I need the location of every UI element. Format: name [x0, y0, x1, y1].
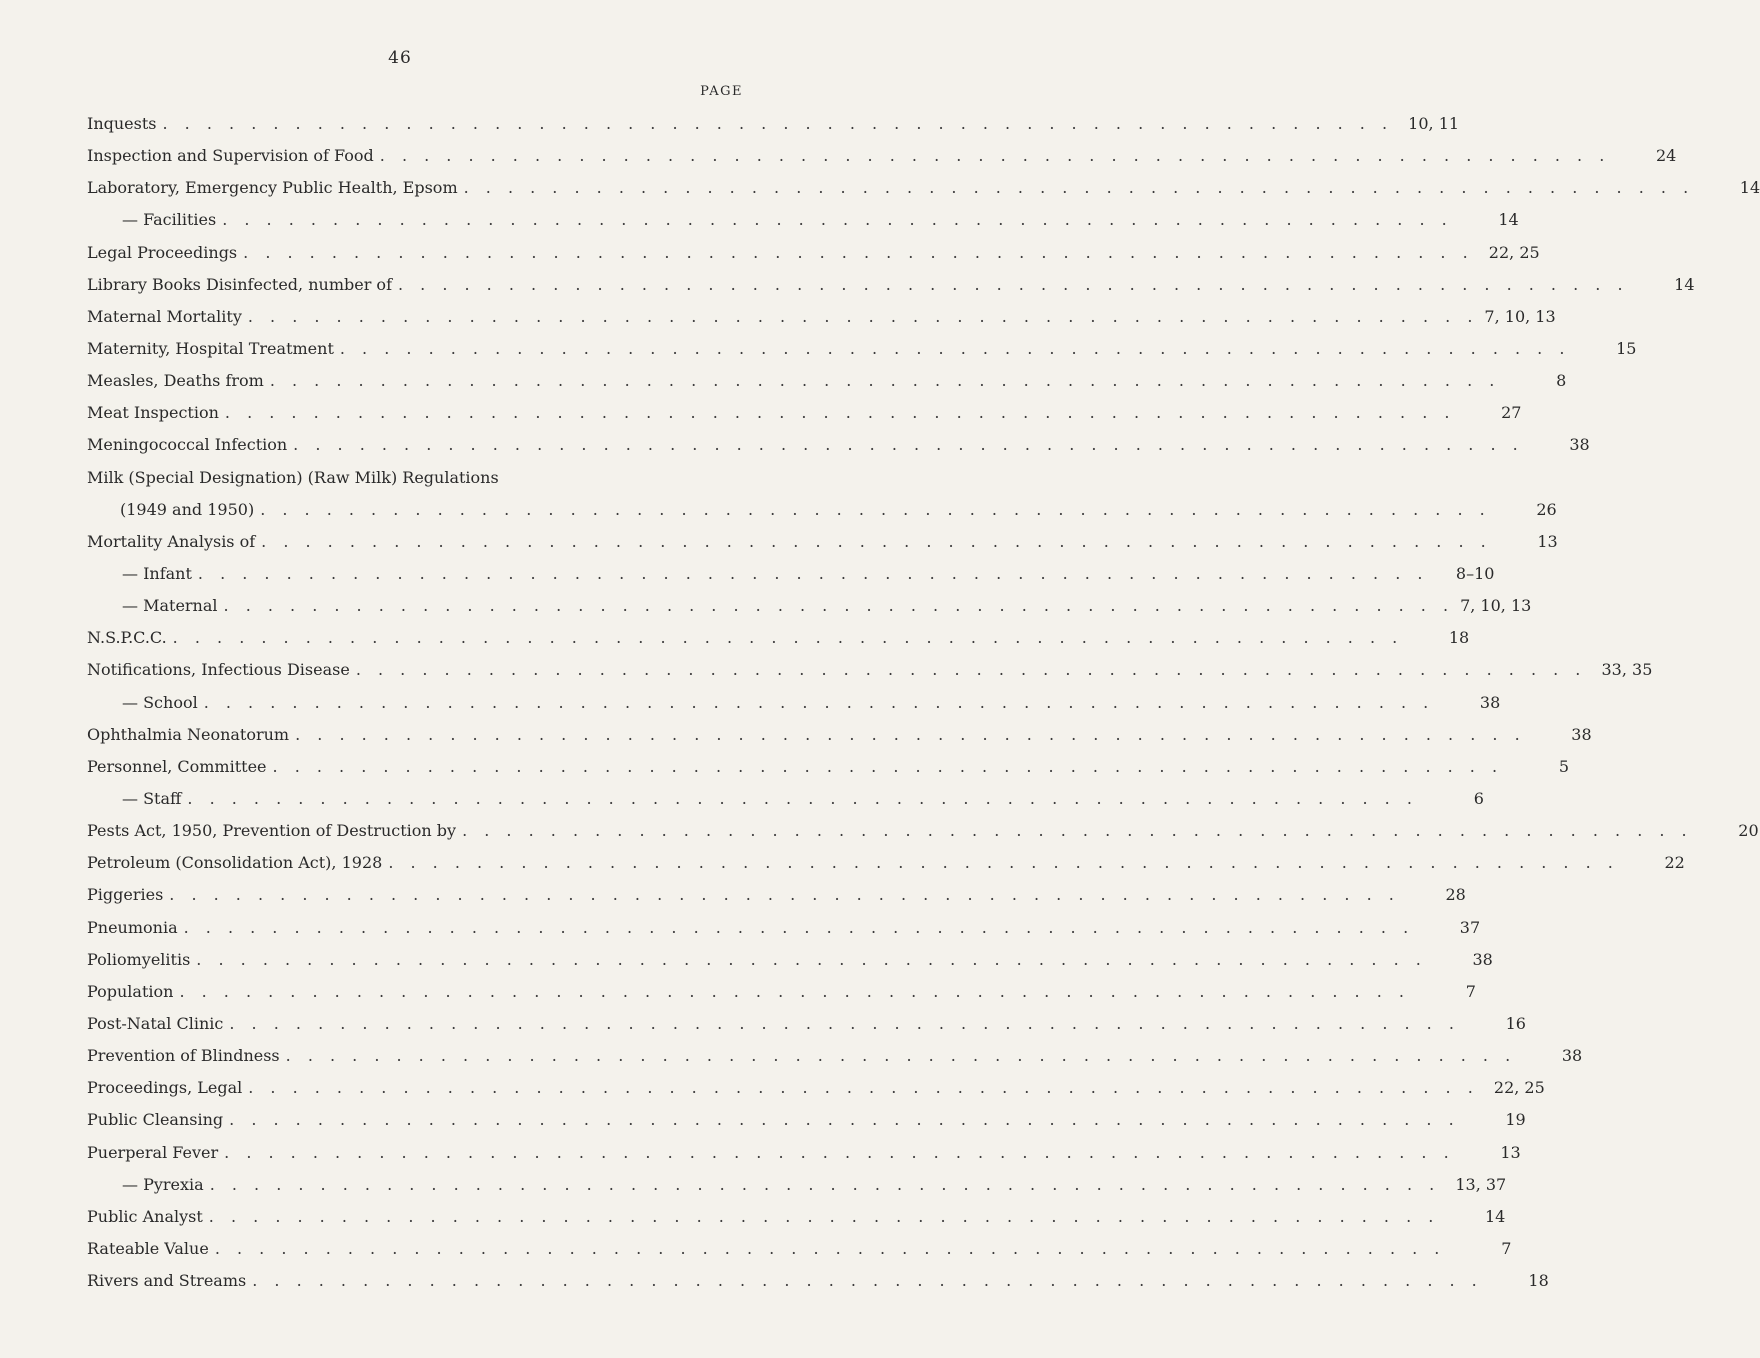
index-entry-pages: 7, 10, 13	[1460, 596, 1532, 616]
index-entry-pages: 8	[1556, 371, 1567, 391]
dot-leader: . . . . . . . . . . . . . . . . . . . . . . . . . . . . . . . . . . . . . . . . . . . . . . . . . . . . . . . .	[222, 210, 1453, 230]
index-entry	[87, 692, 1501, 725]
index-entry-pages: 7	[1465, 981, 1476, 1001]
index-entry	[87, 499, 1557, 532]
index-entry	[87, 531, 1558, 564]
index-entry-list	[87, 114, 1760, 1303]
index-entry-label: Poliomyelitis	[87, 949, 191, 969]
dot-leader: . . . . . . . . . . . . . . . . . . . . . . . . . . . . . . . . . . . . . . . . . . . . . . . . . . . . . . . .	[229, 1110, 1460, 1130]
dot-leader: . . . . . . . . . . . . . . . . . . . . . . . . . . . . . . . . . . . . . . . . . . . . . . . . . . . . . . . .	[247, 306, 1479, 326]
index-entry	[87, 210, 1519, 242]
index-entry-label: Personnel, Committee	[87, 756, 267, 776]
dot-leader: . . . . . . . . . . . . . . . . . . . . . . . . . . . . . . . . . . . . . . . . . . . . . . . . . . . . . . . .	[169, 885, 1400, 905]
index-entry-label: N.S.P.C.C.	[87, 628, 167, 648]
index-entry-label: Legal Proceedings	[87, 242, 238, 262]
index-entry	[87, 628, 1470, 660]
index-entry	[87, 596, 1532, 628]
dot-leader: . . . . . . . . . . . . . . . . . . . . . . . . . . . . . . . . . . . . . . . . . . . . . . . . . . . . . . . .	[339, 338, 1571, 358]
index-entry-label: Ophthalmia Neonatorum	[87, 724, 290, 744]
index-entry	[87, 338, 1637, 371]
index-entry-label: Population	[87, 981, 174, 1001]
index-entry-pages: 7	[1501, 1238, 1512, 1258]
dot-leader: . . . . . . . . . . . . . . . . . . . . . . . . . . . . . . . . . . . . . . . . . . . . . . . . . . . . . . . .	[209, 1174, 1441, 1194]
index-entry	[87, 981, 1476, 1014]
index-entry-pages: 38	[1472, 949, 1493, 969]
index-entry	[87, 949, 1493, 982]
dot-leader: . . . . . . . . . . . . . . . . . . . . . . . . . . . . . . . . . . . . . . . . . . . . . . . . . . . . . . . .	[388, 853, 1619, 873]
index-entry-pages: 38	[1571, 724, 1592, 744]
dot-leader: . . . . . . . . . . . . . . . . . . . . . . . . . . . . . . . . . . . . . . . . . . . . . . . . . . . . . . . .	[214, 1238, 1446, 1258]
index-entry	[87, 853, 1685, 885]
index-entry	[87, 1078, 1545, 1110]
dot-leader: . . . . . . . . . . . . . . . . . . . . . . . . . . . . . . . . . . . . . . . . . . . . . . . . . . . . . . . .	[463, 178, 1695, 198]
index-entry-pages: 28	[1445, 885, 1466, 905]
index-entry-pages: 18	[1528, 1271, 1549, 1291]
index-entry	[87, 114, 1460, 146]
index-entry-pages: 8–10	[1455, 563, 1495, 583]
index-entry-pages: 37	[1459, 917, 1481, 937]
index-entry-label: Maternity, Hospital Treatment	[87, 338, 334, 358]
index-entry-label: — Maternal	[122, 596, 218, 616]
index-entry-pages: 10, 11	[1408, 114, 1460, 133]
index-entry	[87, 371, 1567, 403]
index-entry-pages: 13	[1500, 1142, 1521, 1162]
index-entry	[87, 724, 1592, 757]
index-entry-pages: 22	[1664, 853, 1685, 873]
dot-leader: . . . . . . . . . . . . . . . . . . . . . . . . . . . . . . . . . . . . . . . . . . . . . . . . . . . . . . . .	[187, 788, 1418, 808]
index-entry-label: Public Analyst	[87, 1206, 203, 1226]
dot-leader: . . . . . . . . . . . . . . . . . . . . . . . . . . . . . . . . . . . . . . . . . . . . . . . . . . . . . . . .	[224, 1142, 1455, 1162]
dot-leader: . . . . . . . . . . . . . . . . . . . . . . . . . . . . . . . . . . . . . . . . . . . . . . . . . . . . . . . .	[172, 628, 1404, 648]
index-entry-label: Puerperal Fever	[87, 1142, 219, 1162]
index-entry-pages: 14	[1674, 274, 1695, 294]
index-entry-pages: 20	[1738, 821, 1759, 841]
index-entry-label: — Infant	[122, 563, 192, 583]
index-entry-label: Prevention of Blindness	[87, 1046, 280, 1066]
index-entry-pages: 6	[1473, 788, 1484, 808]
dot-leader: . . . . . . . . . . . . . . . . . . . . . . . . . . . . . . . . . . . . . . . . . . . . . . . . . . . . . . . .	[203, 692, 1435, 712]
dot-leader: . . . . . . . . . . . . . . . . . . . . . . . . . . . . . . . . . . . . . . . . . . . . . . . . . . . . . . . .	[162, 114, 1394, 133]
index-entry-pages: 22, 25	[1493, 1078, 1545, 1098]
index-entry-label: Pests Act, 1950, Prevention of Destruction by	[87, 821, 457, 841]
index-entry-label: Rivers and Streams	[87, 1271, 247, 1291]
index-entry-pages: 38	[1479, 692, 1501, 712]
index-entry	[87, 1206, 1506, 1239]
index-entry	[87, 563, 1495, 596]
index-entry-pages: 33, 35	[1601, 660, 1653, 680]
index-entry-pages: 14	[1484, 1206, 1506, 1226]
dot-leader: . . . . . . . . . . . . . . . . . . . . . . . . . . . . . . . . . . . . . . . . . . . . . . . . . . . . . . . .	[355, 660, 1587, 680]
index-entry	[87, 788, 1484, 821]
index-entry	[87, 468, 745, 500]
dot-leader: . . . . . . . . . . . . . . . . . . . . . . . . . . . . . . . . . . . . . . . . . . . . . . . . . . . . . . . .	[295, 724, 1526, 744]
index-entry-label: (1949 and 1950)	[120, 499, 255, 519]
dot-leader: . . . . . . . . . . . . . . . . . . . . . . . . . . . . . . . . . . . . . . . . . . . . . . . . . . . . . . . .	[285, 1046, 1517, 1066]
index-entry-pages: 18	[1448, 628, 1470, 648]
dot-leader: . . . . . . . . . . . . . . . . . . . . . . . . . . . . . . . . . . . . . . . . . . . . . . . . . . . . . . . .	[208, 1206, 1440, 1226]
dot-leader: . . . . . . . . . . . . . . . . . . . . . . . . . . . . . . . . . . . . . . . . . . . . . . . . . . . . . . . .	[179, 981, 1410, 1001]
index-entry	[87, 885, 1466, 917]
dot-leader: . . . . . . . . . . . . . . . . . . . . . . . . . . . . . . . . . . . . . . . . . . . . . . . . . . . . . . . .	[397, 274, 1629, 294]
index-entry-label: Notifications, Infectious Disease	[87, 660, 350, 680]
dot-leader: . . . . . . . . . . . . . . . . . . . . . . . . . . . . . . . . . . . . . . . . . . . . . . . . . . . . . . . .	[462, 821, 1693, 841]
index-entry-pages: 7, 10, 13	[1484, 306, 1556, 326]
index-entry	[87, 146, 1677, 178]
index-entry	[87, 1142, 1521, 1175]
index-entry-pages: 38	[1561, 1046, 1583, 1066]
index-entry-label: Meningococcal Infection	[87, 435, 288, 455]
index-entry-label: Piggeries	[87, 885, 164, 905]
index-entry-pages: 15	[1616, 338, 1637, 358]
index-entry-pages: 24	[1655, 146, 1677, 166]
index-entry-label: — Pyrexia	[122, 1174, 204, 1194]
index-entry-label: Pneumonia	[87, 917, 178, 937]
dot-leader: . . . . . . . . . . . . . . . . . . . . . . . . . . . . . . . . . . . . . . . . . . . . . . . . . . . . . . . .	[243, 242, 1474, 262]
index-entry	[87, 1046, 1583, 1078]
index-entry	[87, 178, 1760, 210]
index-entry	[87, 274, 1695, 307]
index-entry-pages: 19	[1505, 1110, 1526, 1130]
index-entry	[87, 403, 1522, 435]
dot-leader: . . . . . . . . . . . . . . . . . . . . . . . . . . . . . . . . . . . . . . . . . . . . . . . . . . . . . . . .	[252, 1271, 1483, 1291]
index-entry	[87, 1271, 1549, 1303]
dot-leader: . . . . . . . . . . . . . . . . . . . . . . . . . . . . . . . . . . . . . . . . . . . . . . . . . . . . . . . .	[224, 403, 1456, 423]
dot-leader: . . . . . . . . . . . . . . . . . . . . . . . . . . . . . . . . . . . . . . . . . . . . . . . . . . . . . . . .	[260, 499, 1491, 519]
page-number: 46	[388, 48, 412, 68]
index-entry-label: Inspection and Supervision of Food	[87, 146, 374, 166]
index-entry	[87, 756, 1570, 789]
index-entry-label: Public Cleansing	[87, 1110, 224, 1130]
index-entry-label: Milk (Special Designation) (Raw Milk) Regulations	[87, 467, 499, 487]
index-entry	[87, 1238, 1512, 1271]
dot-leader: . . . . . . . . . . . . . . . . . . . . . . . . . . . . . . . . . . . . . . . . . . . . . . . . . . . . . . . .	[196, 949, 1427, 969]
dot-leader: . . . . . . . . . . . . . . . . . . . . . . . . . . . . . . . . . . . . . . . . . . . . . . . . . . . . . . . .	[229, 1013, 1460, 1033]
index-entry-label: Inquests	[87, 114, 157, 133]
index-entry-label: Rateable Value	[87, 1238, 209, 1258]
dot-leader: . . . . . . . . . . . . . . . . . . . . . . . . . . . . . . . . . . . . . . . . . . . . . . . . . . . . . . . .	[272, 756, 1504, 776]
index-entry-pages: 13, 37	[1455, 1174, 1507, 1194]
index-entry-pages: 16	[1505, 1013, 1526, 1033]
index-entry-label: Post-Natal Clinic	[87, 1013, 224, 1033]
index-entry-label: — Staff	[122, 788, 182, 808]
index-entry-label: Measles, Deaths from	[87, 371, 264, 391]
dot-leader: . . . . . . . . . . . . . . . . . . . . . . . . . . . . . . . . . . . . . . . . . . . . . . . . . . . . . . . .	[223, 596, 1455, 616]
index-entry-label: Proceedings, Legal	[87, 1078, 243, 1098]
page-column-header: PAGE	[700, 84, 743, 99]
dot-leader: . . . . . . . . . . . . . . . . . . . . . . . . . . . . . . . . . . . . . . . . . . . . . . . . . . . . . . . .	[248, 1078, 1479, 1098]
index-entry	[87, 1013, 1526, 1046]
dot-leader: . . . . . . . . . . . . . . . . . . . . . . . . . . . . . . . . . . . . . . . . . . . . . . . . . . . . . . . .	[293, 435, 1524, 455]
dot-leader: . . . . . . . . . . . . . . . . . . . . . . . . . . . . . . . . . . . . . . . . . . . . . . . . . . . . . . . .	[261, 531, 1492, 551]
index-entry-pages: 14	[1498, 210, 1519, 230]
index-entry-pages: 14	[1739, 178, 1760, 198]
index-entry-label: Petroleum (Consolidation Act), 1928	[87, 853, 383, 873]
index-entry	[87, 660, 1653, 692]
dot-leader: . . . . . . . . . . . . . . . . . . . . . . . . . . . . . . . . . . . . . . . . . . . . . . . . . . . . . . . .	[379, 146, 1611, 166]
dot-leader: . . . . . . . . . . . . . . . . . . . . . . . . . . . . . . . . . . . . . . . . . . . . . . . . . . . . . . . .	[269, 371, 1501, 391]
index-entry-pages: 13	[1537, 531, 1558, 551]
index-entry	[87, 1110, 1526, 1142]
dot-leader: . . . . . . . . . . . . . . . . . . . . . . . . . . . . . . . . . . . . . . . . . . . . . . . . . . . . . . . .	[183, 917, 1415, 937]
index-entry-pages: 22, 25	[1488, 242, 1540, 262]
index-entry-pages: 38	[1569, 435, 1590, 455]
index-entry	[87, 821, 1759, 853]
index-entry-label: — Facilities	[122, 210, 217, 230]
index-entry-pages: 5	[1558, 756, 1570, 776]
index-entry-label: Mortality Analysis of	[87, 531, 256, 551]
index-entry	[87, 1174, 1507, 1207]
dot-leader: . . . . . . . . . . . . . . . . . . . . . . . . . . . . . . . . . . . . . . . . . . . . . . . . . . . . . . . .	[197, 563, 1429, 583]
index-entry-pages: 27	[1501, 403, 1522, 423]
index-entry	[87, 917, 1481, 950]
index-entry-label: Meat Inspection	[87, 403, 219, 423]
index-entry	[87, 242, 1540, 275]
index-entry-label: Maternal Mortality	[87, 306, 242, 326]
index-entry-label: — School	[122, 692, 198, 712]
index-entry	[87, 306, 1556, 339]
index-entry-label: Library Books Disinfected, number of	[87, 274, 392, 294]
index-entry-label: Laboratory, Emergency Public Health, Epsom	[87, 178, 458, 198]
index-entry	[87, 435, 1590, 467]
index-entry-pages: 26	[1536, 499, 1557, 519]
